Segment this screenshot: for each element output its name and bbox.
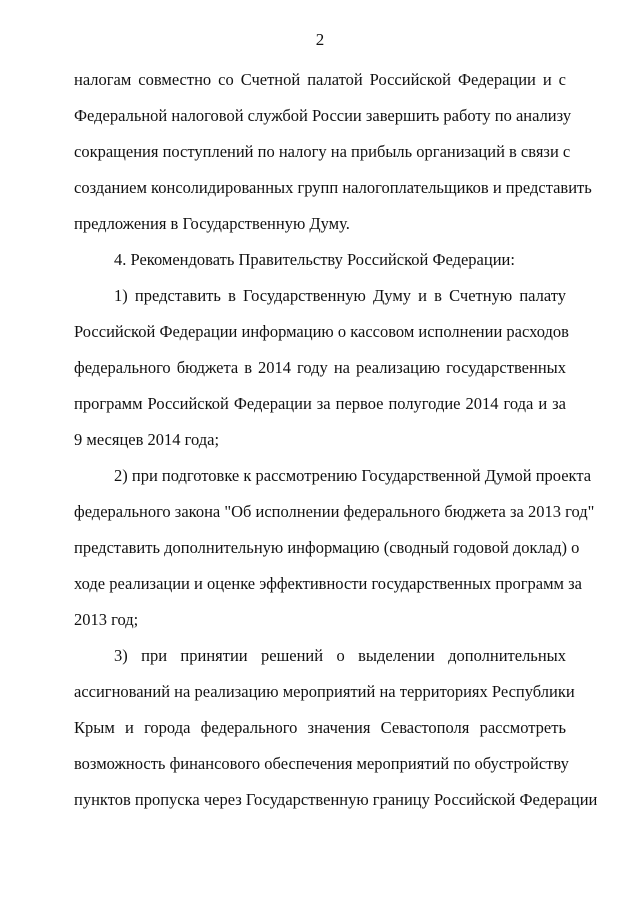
text-line: предложения в Государственную Думу. <box>74 214 350 233</box>
text-line: ассигнований на реализацию мероприятий на территориях Республики <box>74 682 575 701</box>
text-line: федерального закона "Об исполнении федерального бюджета за 2013 год" <box>74 502 595 521</box>
text-line: программ Российской Федерации за первое полугодие 2014 года и за <box>74 394 566 413</box>
text-line: Российской Федерации информацию о кассовом исполнении расходов <box>74 322 569 341</box>
paragraph-heading: 4. Рекомендовать Правительству Российской Федерации: <box>114 250 515 269</box>
text-line: 1) представить в Государственную Думу и в Счетную палату <box>114 286 566 305</box>
text-line: ходе реализации и оценке эффективности государственных программ за <box>74 574 582 593</box>
text-line: 2013 год; <box>74 610 139 629</box>
text-line: 2) при подготовке к рассмотрению Государственной Думой проекта <box>114 466 592 485</box>
text-line: федерального бюджета в 2014 году на реализацию государственных <box>74 358 566 377</box>
text-line: представить дополнительную информацию (сводный годовой доклад) о <box>74 538 580 557</box>
text-line: возможность финансового обеспечения мероприятий по обустройству <box>74 754 569 773</box>
text-line: Крым и города федерального значения Севастополя рассмотреть <box>74 718 566 737</box>
text-line: 3) при принятии решений о выделении дополнительных <box>114 646 566 665</box>
text-line: налогам совместно со Счетной палатой Российской Федерации и с <box>74 70 566 89</box>
text-line: пунктов пропуска через Государственную границу Российской Федерации <box>74 790 598 809</box>
text-line: созданием консолидированных групп налогоплательщиков и представить <box>74 178 592 197</box>
page-number: 2 <box>315 30 325 49</box>
text-line: сокращения поступлений по налогу на прибыль организаций в связи с <box>74 142 571 161</box>
text-line: Федеральной налоговой службой России завершить работу по анализу <box>74 106 572 125</box>
text-line: 9 месяцев 2014 года; <box>74 430 220 449</box>
